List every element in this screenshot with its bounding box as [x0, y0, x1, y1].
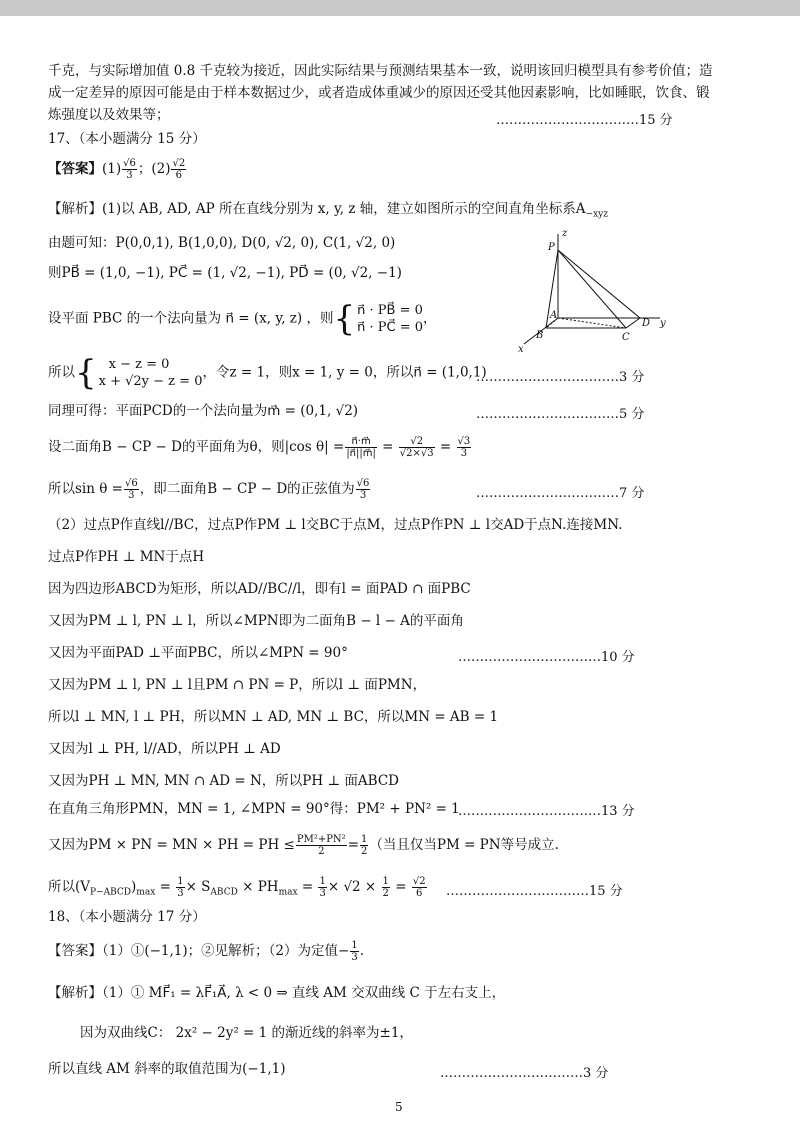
score-marker: ……………………………3 分 — [440, 1066, 609, 1081]
text-line: 千克，与实际增加值 0.8 千克较为接近，因此实际结果与预测结果基本一致，说明该回归模型具有参考价值；造 — [48, 63, 713, 79]
page-number: 5 — [395, 1100, 403, 1114]
text-line: 所以直线 AM 斜率的取值范围为(−1,1) — [48, 1061, 286, 1077]
system-equation-line: 所以{ x − z = 0 x + √2y − z = 0 ，令z = 1，则x = 1, y = 0，所以n⃗ = (1,0,1) — [48, 353, 487, 393]
volume-line: 所以$(V_{P-ABCD})_{max}$ = $\frac{1}{3}$ × $S_{ABCD} \times PH_{max}$ = $\frac{1}{3}$ × √2 × $\frac{1}{2}$ = $\frac{√2}{6}$ — [48, 876, 426, 899]
text-line: 炼强度以及效果等； — [48, 107, 170, 123]
answer-label: 【答案】 — [48, 161, 102, 177]
edge-pc — [558, 250, 626, 328]
text-line: 又因为l ⊥ PH, l//AD，所以PH ⊥ AD — [48, 741, 281, 757]
answer-18: 【答案】（1）①(−1,1)；②见解析；（2）为定值− $\frac{1}{3}$ . — [48, 940, 364, 963]
label-a: A — [550, 310, 558, 321]
label-c: C — [622, 332, 630, 343]
score-marker: ……………………………15 分 — [446, 884, 623, 899]
text-line: （2）过点P作直线l//BC，过点P作PM ⊥ l交BC于点M，过点P作PN ⊥ l交AD于点N.连接MN. — [48, 517, 623, 533]
score-marker: ……………………………15 分 — [496, 113, 673, 128]
fraction: $\frac{√2}{6}$ — [172, 158, 186, 181]
label-z: z — [562, 228, 568, 239]
vectors-line: 则PB⃗ = (1,0, −1), PC⃗ = (1, √2, −1), PD⃗ = (0, √2, −1) — [48, 265, 402, 281]
label-y: y — [660, 318, 666, 329]
given-points: 由题可知：P(0,0,1), B(1,0,0), D(0, √2, 0), C(1, √2, 0) — [48, 235, 396, 251]
label-b: B — [536, 330, 544, 341]
score-marker: ……………………………10 分 — [458, 650, 635, 665]
text-line: 又因为平面PAD ⊥平面PBC，所以∠MPN = 90° — [48, 645, 348, 661]
score-marker: ……………………………5 分 — [476, 407, 645, 422]
sin-line: 所以sin θ = $\frac{√6}{3}$ ，即二面角B − CP − D的正弦值为 $\frac{√6}{3}$ — [48, 478, 370, 501]
score-marker: ……………………………13 分 — [458, 804, 635, 819]
cos-line: 设二面角B − CP − D的平面角为θ，则|cos θ| = $\frac{n⃗\cdot m⃗}{|n⃗||m⃗|}$ = $\frac{√2}{√2\times√3}$ = $\frac{√3}{3}$ — [48, 436, 471, 459]
edge-ac — [558, 318, 626, 328]
edge-pd — [558, 250, 640, 318]
pyramid-figure — [510, 228, 670, 356]
text-line: 又因为PM ⊥ l, PN ⊥ l且PM ∩ PN = P，所以l ⊥ 面PMN， — [48, 677, 427, 693]
same-normal-line: 同理可得：平面PCD的一个法向量为m⃗ = (0,1, √2) — [48, 403, 359, 419]
text-line: 又因为PH ⊥ MN, MN ∩ AD = N，所以PH ⊥ 面ABCD — [48, 773, 400, 789]
text-line: 因为双曲线C： 2x² − 2y² = 1 的渐近线的斜率为±1， — [80, 1025, 413, 1041]
text-line: 成一定差异的原因可能是由于样本数据过少，或者造成体重减少的原因还受其他因素影响，比如睡眠，饮食、锻 — [48, 85, 710, 101]
text-line: 因为四边形ABCD为矩形，所以AD//BC//l，即有l = 面PAD ∩ 面PBC — [48, 581, 471, 597]
score-marker: ……………………………7 分 — [476, 486, 645, 501]
normal-vector-line: 设平面 PBC 的一个法向量为 n⃗ = (x, y, z) ，则{ n⃗ · PB⃗ = 0 n⃗ · PC⃗ = 0 ， — [48, 299, 437, 339]
top-gray-bar — [0, 0, 800, 16]
answer-part: (1) — [102, 161, 122, 177]
text-line: 过点P作PH ⊥ MN于点H — [48, 549, 205, 565]
analysis-17: 【解析】(1)以 AB, AD, AP 所在直线分别为 x, y, z 轴，建立如图所示的空间直角坐标系$A_{-xyz}$ — [48, 201, 608, 220]
text-line: 又因为PM ⊥ l, PN ⊥ l，所以∠MPN即为二面角B − l − A的平面角 — [48, 613, 464, 629]
label-d: D — [642, 318, 651, 329]
question-17-header: 17、（本小题满分 15 分） — [48, 131, 206, 147]
answer-17 — [48, 158, 187, 181]
text-line: 所以l ⊥ MN, l ⊥ PH，所以MN ⊥ AD, MN ⊥ BC，所以MN = AB = 1 — [48, 709, 499, 725]
score-marker: ……………………………3 分 — [476, 370, 645, 385]
label-x: x — [518, 344, 524, 355]
inequality-line: 又因为PM × PN = MN × PH = PH ≤ $\frac{\text{PM²+PN²}}{2}$ = $\frac{1}{2}$ （当且仅当PM = PN等号成立. — [48, 834, 559, 857]
answer-part: ；(2) — [137, 161, 171, 177]
label-p: P — [548, 242, 555, 253]
text-line: 在直角三角形PMN，MN = 1, ∠MPN = 90°得：PM² + PN² = 1 — [48, 801, 460, 817]
question-18-header: 18、（本小题满分 17 分） — [48, 909, 206, 925]
edge-cd — [626, 318, 640, 328]
fraction: $\frac{√6}{3}$ — [123, 158, 136, 181]
analysis-18: 【解析】（1）① MF⃗₁ = λF⃗₁A⃗, λ < 0 ⇒ 直线 AM 交双曲线 C 于左右支上， — [48, 985, 506, 1001]
